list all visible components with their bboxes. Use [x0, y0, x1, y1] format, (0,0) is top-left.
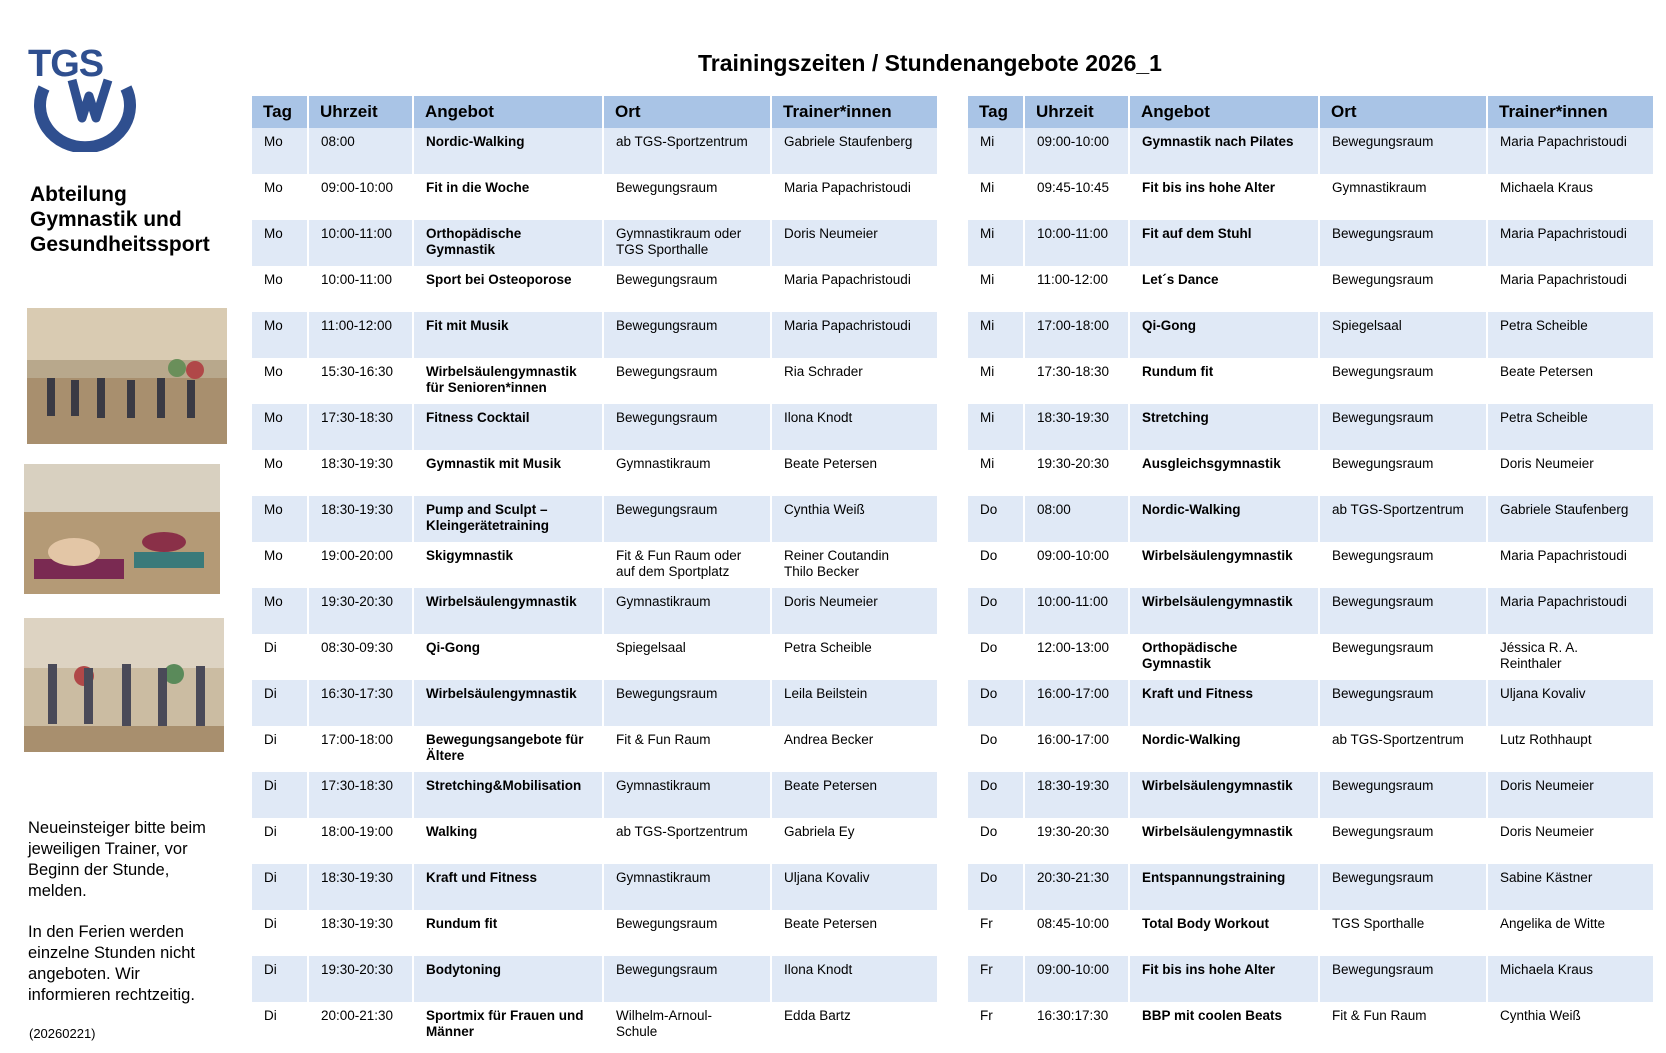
col-header-ort: Ort [604, 96, 770, 128]
cell-ort: Bewegungsraum [604, 680, 770, 726]
table-row [968, 726, 1653, 772]
cell-angebot: Wirbelsäulengymnastik für Senioren*innen [426, 364, 577, 395]
cell-tag: Mi [968, 128, 1023, 174]
cell-uhrzeit: 10:00-11:00 [309, 220, 412, 266]
table-row [968, 358, 1653, 404]
cell-uhrzeit: 11:00-12:00 [309, 312, 412, 358]
cell-tag: Mi [980, 456, 995, 471]
table-row [968, 266, 1653, 312]
table-row [252, 864, 937, 910]
cell-tag: Do [968, 772, 1023, 818]
table-row [252, 358, 937, 404]
cell-uhrzeit: 16:30:17:30 [1037, 1008, 1109, 1023]
cell-uhrzeit: 09:00-10:00 [1037, 548, 1110, 563]
cell-trainer: Angelika de Witte [1500, 916, 1606, 931]
cell-angebot: Entspannungstraining [1130, 864, 1318, 910]
table-row [252, 312, 937, 358]
table-row [968, 174, 1653, 220]
cell-trainer: Michaela Kraus [1488, 956, 1653, 1002]
cell-angebot: Stretching [1130, 404, 1318, 450]
cell-ort: Gymnastikraum [604, 588, 770, 634]
cell-angebot: Fitness Cocktail [414, 404, 602, 450]
cell-ort: Gymnastikraum [1332, 180, 1427, 195]
cell-angebot: Orthopädische Gymnastik [414, 220, 602, 266]
cell-ort: Bewegungsraum [1320, 680, 1486, 726]
cell-ort: Bewegungsraum [604, 404, 770, 450]
cell-uhrzeit: 18:30-19:30 [1025, 772, 1128, 818]
cell-trainer: Ilona Knodt [772, 956, 937, 1002]
cell-tag: Di [252, 864, 307, 910]
newcomer-note: Neueinsteiger bitte beim jeweiligen Trainer, vor Beginn der Stunde, melden. [28, 819, 206, 900]
table-row [252, 588, 937, 634]
table-row [252, 956, 937, 1002]
col-header-uhrzeit: Uhrzeit [1025, 96, 1128, 128]
cell-tag: Mi [980, 180, 995, 195]
cell-tag: Mi [968, 220, 1023, 266]
cell-trainer: Sabine Kästner [1488, 864, 1653, 910]
logo-text: TGS [28, 43, 104, 85]
cell-tag: Do [968, 680, 1023, 726]
cell-trainer: Petra Scheible [1488, 312, 1653, 358]
cell-angebot: Qi-Gong [1130, 312, 1318, 358]
department-title: Abteilung Gymnastik und Gesundheitssport [30, 183, 210, 256]
cell-uhrzeit: 17:30-18:30 [309, 404, 412, 450]
cell-tag: Di [252, 680, 307, 726]
cell-trainer: Maria Papachristoudi [784, 272, 911, 287]
cell-uhrzeit: 10:00-11:00 [321, 272, 393, 287]
cell-trainer: Beate Petersen [772, 772, 937, 818]
cell-ort: TGS Sporthalle [1332, 916, 1425, 931]
table-row [968, 312, 1653, 358]
cell-uhrzeit: 10:00-11:00 [1025, 588, 1128, 634]
col-header-uhrzeit: Uhrzeit [309, 96, 412, 128]
cell-ort: Bewegungsraum [1320, 772, 1486, 818]
cell-tag: Di [252, 956, 307, 1002]
cell-angebot: Wirbelsäulengymnastik [1130, 772, 1318, 818]
cell-trainer: Uljana Kovaliv [772, 864, 937, 910]
cell-trainer: Cynthia Weiß [772, 496, 937, 542]
cell-trainer: Maria Papachristoudi [1500, 548, 1627, 563]
table-row [252, 772, 937, 818]
cell-ort: Bewegungsraum [1332, 456, 1434, 471]
cell-tag: Di [252, 772, 307, 818]
table-row [968, 450, 1653, 496]
cell-trainer: Gabriele Staufenberg [1488, 496, 1653, 542]
cell-angebot: Pump and Sculpt – Kleingerätetraining [414, 496, 602, 542]
cell-uhrzeit: 17:30-18:30 [1037, 364, 1110, 379]
table-row [252, 726, 937, 772]
cell-ort: ab TGS-Sportzentrum [1332, 732, 1464, 747]
cell-trainer: Gabriela Ey [784, 824, 855, 839]
cell-angebot: Let´s Dance [1142, 272, 1219, 287]
cell-angebot: Wirbelsäulengymnastik [1142, 548, 1293, 563]
cell-trainer: Leila Beilstein [772, 680, 937, 726]
cell-uhrzeit: 18:00-19:00 [321, 824, 394, 839]
cell-ort: Bewegungsraum [1320, 956, 1486, 1002]
col-header-angebot: Angebot [1130, 96, 1318, 128]
cell-ort: Gymnastikraum [604, 864, 770, 910]
cell-trainer: Maria Papachristoudi [1488, 588, 1653, 634]
schedule-table-left [250, 96, 939, 1048]
cell-tag: Do [980, 640, 998, 655]
cell-angebot: Wirbelsäulengymnastik [414, 588, 602, 634]
cell-trainer: Doris Neumeier [772, 588, 937, 634]
cell-uhrzeit: 18:30-19:30 [1025, 404, 1128, 450]
cell-tag: Do [968, 588, 1023, 634]
cell-ort: Bewegungsraum [1320, 588, 1486, 634]
cell-uhrzeit: 08:30-09:30 [321, 640, 394, 655]
cell-trainer: Beate Petersen [1500, 364, 1594, 379]
cell-trainer: Petra Scheible [784, 640, 872, 655]
table-row [968, 772, 1653, 818]
table-row [968, 818, 1653, 864]
cell-angebot: Wirbelsäulengymnastik [414, 680, 602, 726]
cell-uhrzeit: 18:30-19:30 [321, 916, 394, 931]
col-header-tag: Tag [968, 96, 1023, 128]
cell-ort: Fit & Fun Raum oder auf dem Sportplatz [616, 548, 742, 579]
cell-ort: Gymnastikraum oder TGS Sporthalle [604, 220, 770, 266]
cell-tag: Di [264, 640, 277, 655]
cell-ort: Bewegungsraum [1332, 548, 1434, 563]
cell-ort: Bewegungsraum [1320, 864, 1486, 910]
cell-angebot: Total Body Workout [1142, 916, 1269, 931]
cell-uhrzeit: 10:00-11:00 [1025, 220, 1128, 266]
cell-uhrzeit: 15:30-16:30 [321, 364, 394, 379]
cell-ort: Bewegungsraum [604, 312, 770, 358]
cell-angebot: Walking [426, 824, 478, 839]
cell-ort: Wilhelm-Arnoul- Schule [616, 1008, 713, 1039]
table-row [968, 496, 1653, 542]
cell-ort: Fit & Fun Raum [1332, 1008, 1427, 1023]
cell-uhrzeit: 18:30-19:30 [309, 864, 412, 910]
col-header-angebot: Angebot [414, 96, 602, 128]
page-title: Trainingszeiten / Stundenangebote 2026_1 [698, 50, 1162, 76]
cell-angebot: Gymnastik mit Musik [426, 456, 562, 471]
cell-uhrzeit: 08:00 [1025, 496, 1128, 542]
cell-ort: Bewegungsraum [616, 364, 718, 379]
tgs-logo [26, 40, 136, 152]
cell-tag: Mo [264, 364, 283, 379]
cell-ort: Bewegungsraum [616, 272, 718, 287]
cell-trainer: Michaela Kraus [1500, 180, 1594, 195]
cell-trainer: Maria Papachristoudi [772, 312, 937, 358]
cell-tag: Di [264, 824, 277, 839]
table-row [968, 542, 1653, 588]
cell-ort: Spiegelsaal [1320, 312, 1486, 358]
cell-angebot: BBP mit coolen Beats [1142, 1008, 1283, 1023]
cell-angebot: Bodytoning [414, 956, 602, 1002]
gym-photo-mat-exercise [24, 464, 220, 594]
table-row [252, 1002, 937, 1048]
cell-uhrzeit: 18:30-19:30 [309, 496, 412, 542]
gym-photo-group-standing [27, 308, 227, 444]
table-row [252, 128, 937, 174]
cell-uhrzeit: 20:00-21:30 [321, 1008, 394, 1023]
table-row [968, 680, 1653, 726]
cell-tag: Do [980, 732, 998, 747]
cell-uhrzeit: 11:00-12:00 [1037, 272, 1109, 287]
cell-tag: Di [264, 732, 277, 747]
cell-angebot: Fit auf dem Stuhl [1130, 220, 1318, 266]
cell-angebot: Fit bis ins hohe Alter [1142, 180, 1276, 195]
cell-tag: Do [968, 864, 1023, 910]
cell-uhrzeit: 17:00-18:00 [321, 732, 394, 747]
cell-tag: Fr [980, 1008, 993, 1023]
table-row [252, 496, 937, 542]
cell-tag: Mo [252, 312, 307, 358]
cell-trainer: Andrea Becker [784, 732, 874, 747]
cell-tag: Mo [264, 272, 283, 287]
cell-tag: Di [264, 1008, 277, 1023]
cell-trainer: Beate Petersen [784, 916, 878, 931]
cell-ort: Bewegungsraum [1332, 272, 1434, 287]
cell-uhrzeit: 20:30-21:30 [1025, 864, 1128, 910]
cell-angebot: Gymnastik nach Pilates [1130, 128, 1318, 174]
table-header-row [968, 96, 1653, 128]
cell-angebot: Bewegungsangebote für Ältere [426, 732, 584, 763]
table-row [252, 910, 937, 956]
cell-ort: ab TGS-Sportzentrum [616, 824, 748, 839]
cell-tag: Mo [264, 180, 283, 195]
cell-tag: Do [980, 824, 998, 839]
cell-angebot: Nordic-Walking [1130, 496, 1318, 542]
table-row [252, 450, 937, 496]
col-header-trainer: Trainer*innen [772, 96, 937, 128]
cell-uhrzeit: 19:30-20:30 [1037, 456, 1110, 471]
cell-uhrzeit: 16:00-17:00 [1025, 680, 1128, 726]
cell-uhrzeit: 09:45-10:45 [1037, 180, 1110, 195]
table-row [252, 818, 937, 864]
version-stamp: (20260221) [29, 1026, 96, 1041]
cell-angebot: Wirbelsäulengymnastik [1142, 824, 1293, 839]
cell-trainer: Doris Neumeier [1500, 456, 1594, 471]
cell-angebot: Sport bei Osteoporose [426, 272, 572, 287]
table-row [968, 864, 1653, 910]
cell-tag: Mo [252, 496, 307, 542]
cell-ort: Bewegungsraum [604, 956, 770, 1002]
gym-photo-balance-pose [24, 618, 224, 752]
table-row [968, 634, 1653, 680]
cell-uhrzeit: 09:00-10:00 [1025, 128, 1128, 174]
col-header-ort: Ort [1320, 96, 1486, 128]
cell-uhrzeit: 18:30-19:30 [321, 456, 394, 471]
cell-tag: Mo [264, 548, 283, 563]
cell-angebot: Nordic-Walking [414, 128, 602, 174]
cell-ort: Gymnastikraum [604, 772, 770, 818]
cell-ort: Bewegungsraum [1320, 128, 1486, 174]
cell-ort: Fit & Fun Raum [616, 732, 711, 747]
cell-angebot: Fit bis ins hohe Alter [1130, 956, 1318, 1002]
table-row [252, 220, 937, 266]
cell-trainer: Cynthia Weiß [1500, 1008, 1581, 1023]
cell-trainer: Lutz Rothhaupt [1500, 732, 1592, 747]
table-row [968, 128, 1653, 174]
cell-uhrzeit: 19:00-20:00 [321, 548, 394, 563]
cell-angebot: Stretching&Mobilisation [414, 772, 602, 818]
cell-angebot: Kraft und Fitness [1130, 680, 1318, 726]
cell-uhrzeit: 09:00-10:00 [321, 180, 394, 195]
cell-ort: Bewegungsraum [616, 180, 718, 195]
cell-trainer: Maria Papachristoudi [1488, 128, 1653, 174]
cell-uhrzeit: 19:30-20:30 [309, 588, 412, 634]
cell-angebot: Kraft und Fitness [414, 864, 602, 910]
cell-ort: Bewegungsraum [1320, 404, 1486, 450]
cell-angebot: Rundum fit [426, 916, 498, 931]
cell-uhrzeit: 19:30-20:30 [309, 956, 412, 1002]
cell-trainer: Doris Neumeier [1488, 772, 1653, 818]
cell-ort: Bewegungsraum [1332, 364, 1434, 379]
cell-tag: Fr [968, 956, 1023, 1002]
cell-tag: Mi [980, 364, 995, 379]
cell-ort: ab TGS-Sportzentrum [1320, 496, 1486, 542]
table-row [968, 588, 1653, 634]
cell-trainer: Maria Papachristoudi [1500, 272, 1627, 287]
cell-angebot: Sportmix für Frauen und Männer [426, 1008, 584, 1039]
table-row [968, 910, 1653, 956]
cell-ort: Bewegungsraum [1320, 220, 1486, 266]
cell-trainer: Edda Bartz [784, 1008, 851, 1023]
cell-angebot: Fit mit Musik [414, 312, 602, 358]
cell-tag: Mi [980, 272, 995, 287]
cell-tag: Fr [980, 916, 993, 931]
cell-tag: Mo [252, 220, 307, 266]
cell-uhrzeit: 17:00-18:00 [1025, 312, 1128, 358]
cell-angebot: Qi-Gong [426, 640, 480, 655]
col-header-tag: Tag [252, 96, 307, 128]
cell-tag: Mo [252, 128, 307, 174]
cell-trainer: Doris Neumeier [772, 220, 937, 266]
table-row [252, 404, 937, 450]
cell-ort: Bewegungsraum [1332, 640, 1434, 655]
cell-angebot: Skigymnastik [426, 548, 514, 563]
cell-ort: ab TGS-Sportzentrum [604, 128, 770, 174]
table-row [252, 680, 937, 726]
cell-ort: Bewegungsraum [616, 916, 718, 931]
cell-trainer: Ria Schrader [784, 364, 863, 379]
cell-trainer: Gabriele Staufenberg [772, 128, 937, 174]
cell-angebot: Nordic-Walking [1142, 732, 1241, 747]
cell-tag: Mi [968, 404, 1023, 450]
cell-angebot: Orthopädische Gymnastik [1142, 640, 1238, 671]
cell-ort: Gymnastikraum [616, 456, 711, 471]
cell-trainer: Uljana Kovaliv [1488, 680, 1653, 726]
cell-angebot: Fit in die Woche [426, 180, 530, 195]
cell-trainer: Jéssica R. A. Reinthaler [1500, 640, 1579, 671]
cell-angebot: Ausgleichsgymnastik [1142, 456, 1281, 471]
cell-trainer: Beate Petersen [784, 456, 878, 471]
table-header-row [252, 96, 937, 128]
cell-tag: Do [980, 548, 998, 563]
table-row [252, 634, 937, 680]
cell-trainer: Ilona Knodt [772, 404, 937, 450]
cell-trainer: Doris Neumeier [1500, 824, 1594, 839]
holiday-note: In den Ferien werden einzelne Stunden nicht angeboten. Wir informieren rechtzeitig. [28, 923, 195, 1004]
table-row [252, 542, 937, 588]
cell-uhrzeit: 09:00-10:00 [1025, 956, 1128, 1002]
cell-tag: Mo [264, 456, 283, 471]
cell-trainer: Maria Papachristoudi [1488, 220, 1653, 266]
col-header-trainer: Trainer*innen [1488, 96, 1653, 128]
cell-uhrzeit: 19:30-20:30 [1037, 824, 1110, 839]
cell-uhrzeit: 16:30-17:30 [309, 680, 412, 726]
cell-trainer: Reiner Coutandin Thilo Becker [784, 548, 890, 579]
cell-uhrzeit: 08:00 [309, 128, 412, 174]
table-row [252, 174, 937, 220]
cell-tag: Do [968, 496, 1023, 542]
table-row [252, 266, 937, 312]
cell-angebot: Wirbelsäulengymnastik [1130, 588, 1318, 634]
cell-trainer: Petra Scheible [1488, 404, 1653, 450]
cell-uhrzeit: 16:00-17:00 [1037, 732, 1110, 747]
cell-uhrzeit: 17:30-18:30 [309, 772, 412, 818]
cell-tag: Mo [252, 404, 307, 450]
cell-tag: Mi [968, 312, 1023, 358]
table-row [968, 220, 1653, 266]
cell-tag: Di [264, 916, 277, 931]
schedule-table-right [966, 96, 1655, 1048]
cell-uhrzeit: 12:00-13:00 [1037, 640, 1110, 655]
cell-tag: Mo [252, 588, 307, 634]
table-row [968, 404, 1653, 450]
table-row [968, 956, 1653, 1002]
cell-ort: Bewegungsraum [1332, 824, 1434, 839]
cell-uhrzeit: 08:45-10:00 [1037, 916, 1110, 931]
cell-ort: Spiegelsaal [616, 640, 686, 655]
cell-ort: Bewegungsraum [604, 496, 770, 542]
table-row [968, 1002, 1653, 1048]
cell-trainer: Maria Papachristoudi [784, 180, 911, 195]
cell-angebot: Rundum fit [1142, 364, 1214, 379]
